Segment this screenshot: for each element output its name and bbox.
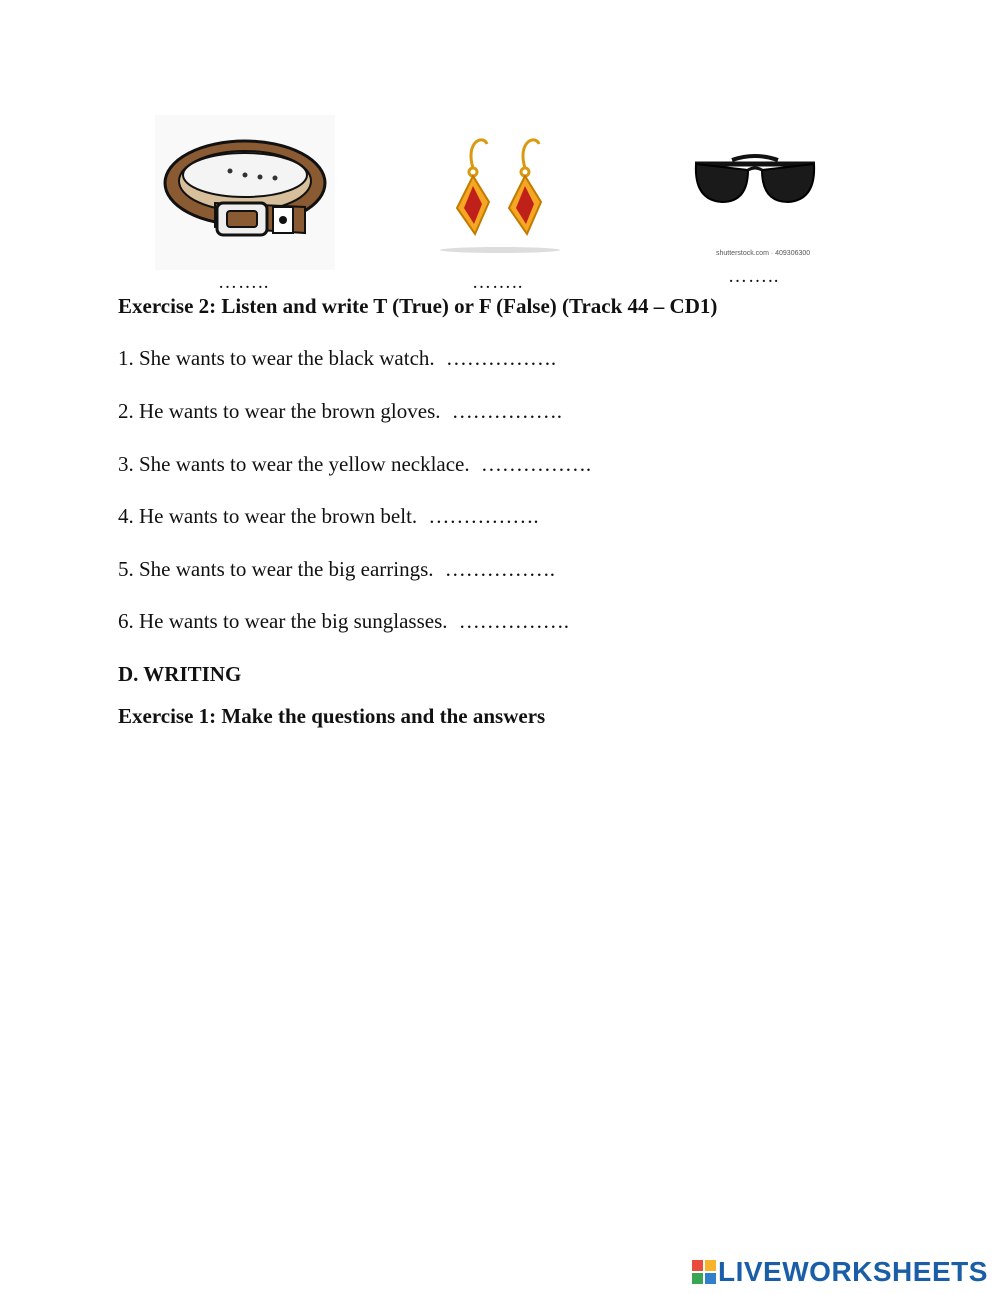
belt-icon — [155, 115, 335, 270]
logo-wordmark: LIVEWORKSHEETS — [718, 1256, 988, 1287]
exercise-item-text: 1. She wants to wear the black watch. — [118, 346, 435, 370]
earrings-answer-blank[interactable]: …….. — [472, 272, 524, 293]
exercise-item — [118, 399, 562, 424]
exercise-item — [118, 346, 556, 371]
exercise-1-title: Exercise 1: Make the questions and the answers — [118, 704, 546, 728]
liveworksheets-logo-icon — [692, 1260, 716, 1284]
exercise-item — [118, 609, 569, 634]
section-writing-title: D. WRITING — [118, 662, 242, 686]
exercise-item — [118, 557, 555, 582]
sunglasses-icon — [690, 150, 820, 210]
exercise-item-text: 4. He wants to wear the brown belt. — [118, 504, 418, 528]
answer-blank[interactable]: ……………. — [451, 399, 563, 423]
exercise-item-text: 3. She wants to wear the yellow necklace. — [118, 452, 470, 476]
exercise-item — [118, 452, 591, 477]
earrings-icon — [435, 130, 565, 255]
answer-blank[interactable]: ……………. — [428, 504, 539, 528]
answer-blank[interactable]: ……………. — [444, 557, 556, 581]
liveworksheets-logo — [692, 1256, 988, 1288]
exercise-2-title: Exercise 2: Listen and write T (True) or F (False) (Track 44 – CD1) — [118, 294, 718, 318]
sunglasses-answer-blank[interactable]: …….. — [728, 266, 780, 287]
exercise-item-text: 2. He wants to wear the brown gloves. — [118, 399, 441, 423]
exercise-item-text: 5. She wants to wear the big earrings. — [118, 557, 434, 581]
answer-blank[interactable]: ……………. — [445, 346, 557, 370]
image-watermark: shutterstock.com · 409306300 — [716, 250, 811, 257]
exercise-item — [118, 504, 539, 529]
exercise-item-text: 6. He wants to wear the big sunglasses. — [118, 609, 448, 633]
answer-blank[interactable]: ……………. — [458, 609, 570, 633]
belt-answer-blank[interactable]: …….. — [218, 272, 270, 293]
answer-blank[interactable]: ……………. — [480, 452, 592, 476]
